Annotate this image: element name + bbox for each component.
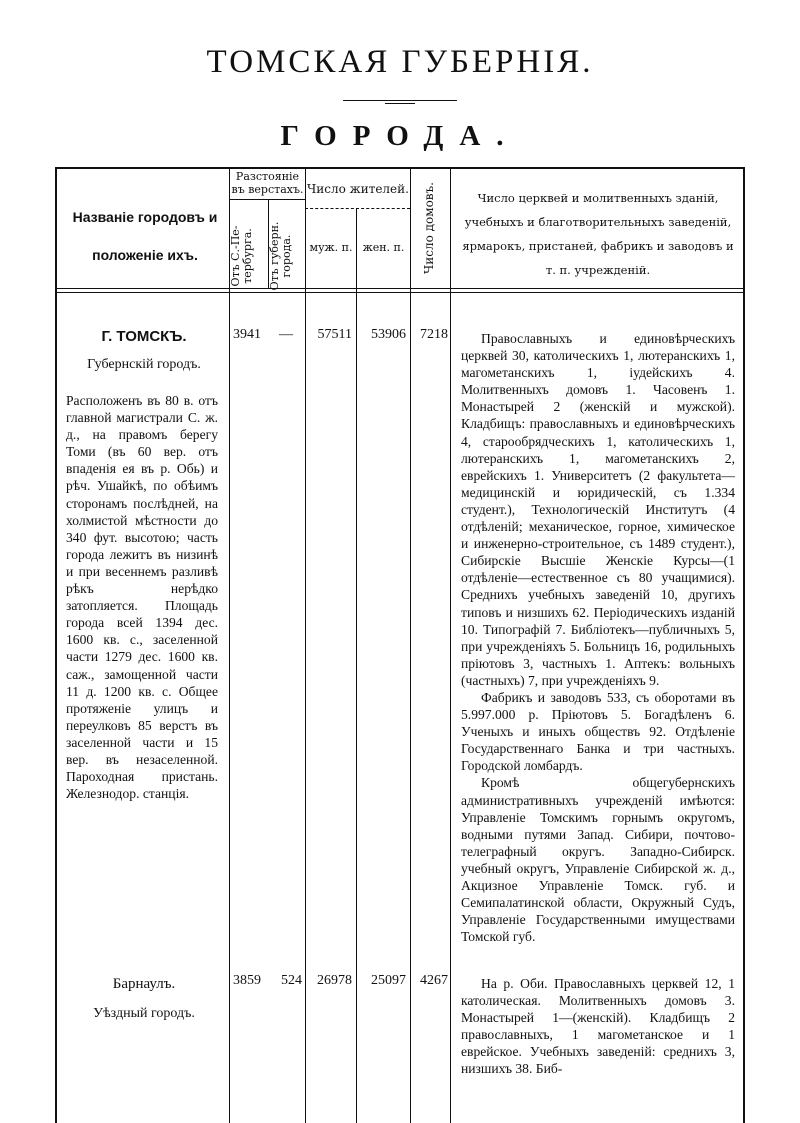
header-female: жен. п.	[362, 241, 405, 254]
city-name: Г. ТОМСКЪ.	[101, 328, 187, 345]
houses-count: 4267	[420, 973, 448, 988]
institutions-paragraph: Фабрикъ и заводовъ 533, съ оборотами въ 5.997.000 р. Пріютовъ 5. Богадѣленъ 6. Ученыхъ и иныхъ обществъ 92. Отдѣленіе Государственнаго Банка и три частныхъ. Городской ломбардъ.	[461, 689, 735, 774]
institutions-paragraph: На р. Оби. Православныхъ церквей 12, 1 католическая. Молитвенныхъ домовъ 3. Монастырей 1—(женскій). Кладбищъ 2 православныхъ, 1 магометанское и 1 еврейское. Учебныхъ заведеній: среднихъ 3, низшихъ 38. Биб-	[461, 976, 735, 1077]
section-title: ГОРОДА.	[280, 120, 520, 152]
header-dist-gub: Отъ губерн. города.	[268, 221, 293, 291]
column-divider	[229, 167, 230, 1123]
city-name: Барнаулъ.	[112, 976, 176, 992]
male-count: 26978	[317, 973, 352, 988]
dist-spb: 3941	[233, 327, 261, 342]
female-count: 53906	[371, 327, 406, 342]
table-right-border	[743, 167, 745, 1123]
table-top-rule	[55, 167, 745, 169]
header-bottom-rule	[55, 288, 745, 289]
header-name: Названіе городовъ и положеніе ихъ.	[72, 209, 218, 263]
population-subheader-rule	[305, 208, 410, 209]
header-houses: Число домовъ.	[422, 181, 436, 275]
institutions-text	[461, 330, 735, 945]
column-divider	[356, 208, 357, 1123]
dist-gub: 524	[281, 973, 302, 988]
page-title: ТОМСКАЯ ГУБЕРНІЯ.	[206, 44, 594, 80]
table-left-border	[55, 167, 57, 1123]
city-type: Уѣздный городъ.	[93, 1006, 195, 1021]
header-dist-spb: Отъ С.-Пе- тербурга.	[229, 225, 254, 287]
header-institutions: Число церквей и молитвенныхъ зданій, учебныхъ и благотворительныхъ заведеній, ярмарокъ, пристаней, фабрикъ и заводовъ и т. п. учрежденій.	[462, 191, 734, 277]
dist-spb: 3859	[233, 973, 261, 988]
female-count: 25097	[371, 973, 406, 988]
column-divider	[450, 167, 451, 1123]
city-type: Губернскій городъ.	[87, 357, 201, 372]
institutions-paragraph: Православныхъ и единовѣрческихъ церквей 30, католическихъ 1, лютеранскихъ 1, магометанскихъ 1, іудейскихъ 4. Молитвенныхъ домовъ 1. Часовенъ 1. Монастырей 2 (женскій и мужской). Кладбищъ: православныхъ и единовѣрческихъ 4, старообрядческихъ 1, католическихъ 1, лютеранскихъ 1, магометанскихъ 2, еврейскихъ 1. Университетъ (2 факультета—медицинскій и юридическій, съ 1.334 студент.), Технологическій Институтъ (4 отдѣленій; механическое, горное, химическое и инженерно-строительное, съ 1489 студент.), Сибирскіе Высшіе Женскіе Курсы—(1 отдѣленіе—естественное съ 80 учащимися). Среднихъ учебныхъ заведеній 10, другихъ типовъ и низшихъ 62. Періодическихъ изданій 10. Типографій 7. Библіотекъ—публичныхъ 5, при учрежденіяхъ 5. Больницъ 16, родильныхъ пріютовъ 3, частныхъ 1. Аптекъ: вольныхъ (частныхъ) 7, при учрежденіяхъ 9.	[461, 331, 735, 688]
institutions-paragraph: Кромѣ общегубернскихъ административныхъ учрежденій имѣются: Управленіе Томскимъ горнымъ округомъ, водными путями Запад. Сибири, почтово-телеграфный округъ. Западно-Сибирск. учебный округъ, Управленіе Сибирской ж. д., Акцизное Управленіе Томск. губ. и Семипалатинской области, Окружный Судъ, Управленіе Государственными имуществами Томской губ.	[461, 775, 735, 945]
dist-gub: —	[279, 327, 293, 342]
header-bottom-rule-2	[55, 292, 745, 293]
male-count: 57511	[317, 327, 352, 342]
column-divider	[305, 167, 306, 1123]
distance-subheader-rule	[229, 199, 305, 200]
city-location: Расположенъ въ 80 в. отъ главной магистрали С. ж. д., на правомъ берегу Томи (въ 60 вер. отъ впаденія ея въ р. Обь) и рѣч. Ушайкѣ, по обѣимъ сторонамъ послѣдней, на холмистой мѣстности до 340 фут. высотою; часть города лежитъ въ низинѣ и при весеннемъ разливѣ рѣкъ нерѣдко затопляется. Площадь города всей 1394 дес. 1600 кв. с., заселенной части 1279 дес. 1600 кв. саж., замощенной части 11 д. 1200 кв. с. Общее протяженіе улицъ и переулковъ 85 верстъ въ заселенной части и 15 вер. въ незаселенной. Пароходная пристань. Железнодор. станція.	[66, 393, 218, 802]
houses-count: 7218	[420, 327, 448, 342]
header-male: муж. п.	[309, 241, 353, 254]
header-distance: Разстояніе въ верстахъ.	[231, 170, 304, 196]
institutions-text	[461, 975, 735, 1078]
header-population: Число жителей.	[307, 182, 409, 196]
title-divider-short	[385, 103, 415, 104]
title-divider	[343, 100, 457, 101]
